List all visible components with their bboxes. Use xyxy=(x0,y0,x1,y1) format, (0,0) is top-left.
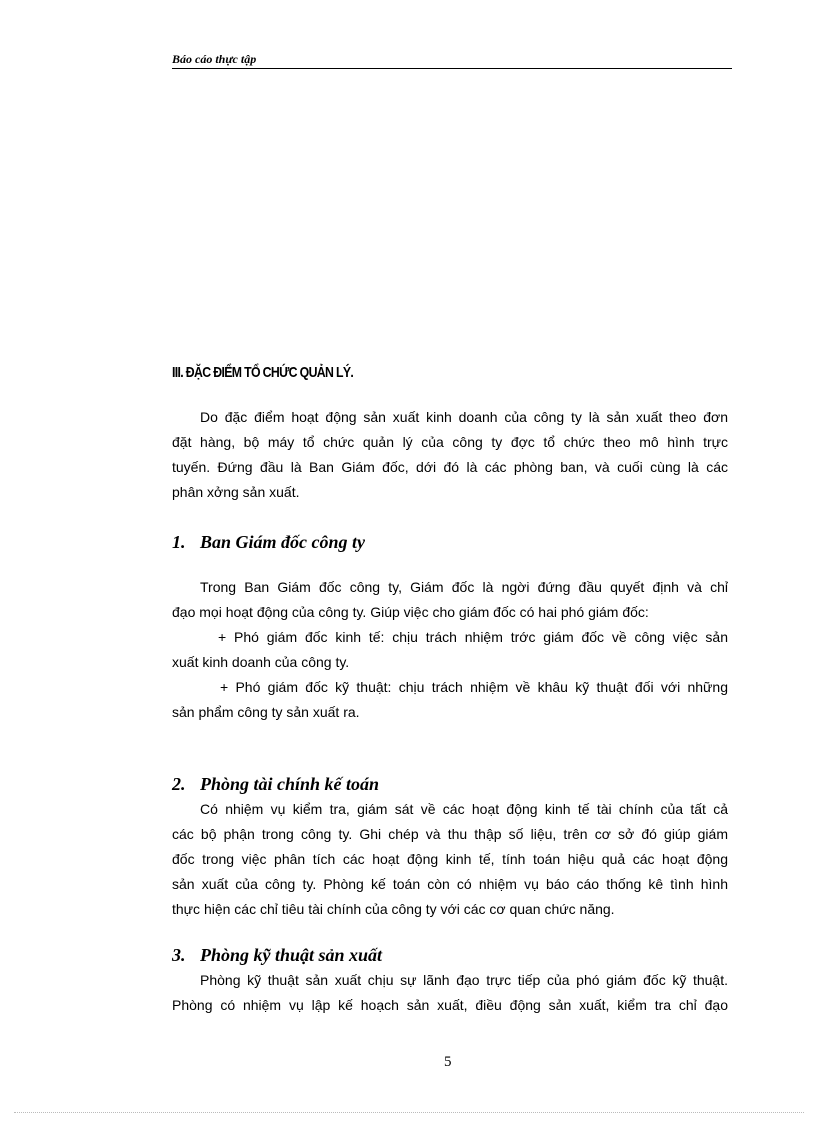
text-line: + Phó giám đốc kỹ thuật: chịu trách nhiệm về khâu kỹ thuật đối với những xyxy=(220,679,728,695)
subsection-title: Ban Giám đốc công ty xyxy=(200,532,365,552)
header-title: Báo cáo thực tập xyxy=(172,52,257,66)
text-line: thực hiện các chỉ tiêu tài chính của công ty với các cơ quan chức năng. xyxy=(172,901,615,917)
text-line: các bộ phận trong công ty. Ghi chép và thu thập số liệu, trên cơ sở đó giúp giám xyxy=(172,826,728,842)
page-bottom-divider xyxy=(14,1112,804,1113)
text-line: xuất kinh doanh của công ty. xyxy=(172,654,350,670)
section-title: III. ĐẶC ĐIỂM TỔ CHỨC QUẢN LÝ. xyxy=(172,364,354,381)
subsection-number: 3. xyxy=(172,945,186,965)
intro-paragraph xyxy=(172,405,728,505)
text-line: Phòng kỹ thuật sản xuất chịu sự lãnh đạo trực tiếp của phó giám đốc kỹ thuật. xyxy=(200,972,728,988)
subsection-heading-2 xyxy=(172,773,379,795)
text-line: Có nhiệm vụ kiểm tra, giám sát về các hoạt động kinh tế tài chính của tất cả xyxy=(200,801,728,817)
subsection-number: 1. xyxy=(172,532,186,552)
text-line: Do đặc điểm hoạt động sản xuất kinh doanh của công ty là sản xuất theo đơn xyxy=(200,409,728,425)
text-line: Phòng có nhiệm vụ lập kế hoạch sản xuất, điều động sản xuất, kiểm tra chỉ đạo xyxy=(172,997,728,1013)
page-number: 5 xyxy=(444,1054,452,1070)
subsection-title: Phòng kỹ thuật sản xuất xyxy=(200,945,383,965)
text-line: đặt hàng, bộ máy tổ chức quản lý của công ty đợc tổ chức theo mô hình trực xyxy=(172,434,728,450)
text-line: phân xởng sản xuất. xyxy=(172,484,300,500)
text-line: Trong Ban Giám đốc công ty, Giám đốc là ngời đứng đầu quyết định và chỉ xyxy=(200,579,728,595)
text-line: đạo mọi hoạt động của công ty. Giúp việc cho giám đốc có hai phó giám đốc: xyxy=(172,604,649,620)
text-line: đốc trong việc phân tích các hoạt động kinh tế, tính toán hiệu quả các hoạt động xyxy=(172,851,728,867)
subsection-1-body xyxy=(172,575,728,725)
page-header xyxy=(172,52,732,69)
text-line: tuyến. Đứng đầu là Ban Giám đốc, dới đó là các phòng ban, và cuối cùng là các xyxy=(172,459,728,475)
subsection-2-body xyxy=(172,797,728,922)
text-line: + Phó giám đốc kinh tế: chịu trách nhiệm trớc giám đốc về công việc sản xyxy=(218,629,728,645)
text-line: sản xuất của công ty. Phòng kế toán còn có nhiệm vụ báo cáo thống kê tình hình xyxy=(172,876,728,892)
subsection-number: 2. xyxy=(172,774,186,794)
subsection-3-body xyxy=(172,968,728,1018)
subsection-heading-1 xyxy=(172,531,365,553)
subsection-title: Phòng tài chính kế toán xyxy=(200,774,380,794)
text-line: sản phẩm công ty sản xuất ra. xyxy=(172,704,360,720)
subsection-heading-3 xyxy=(172,944,382,966)
